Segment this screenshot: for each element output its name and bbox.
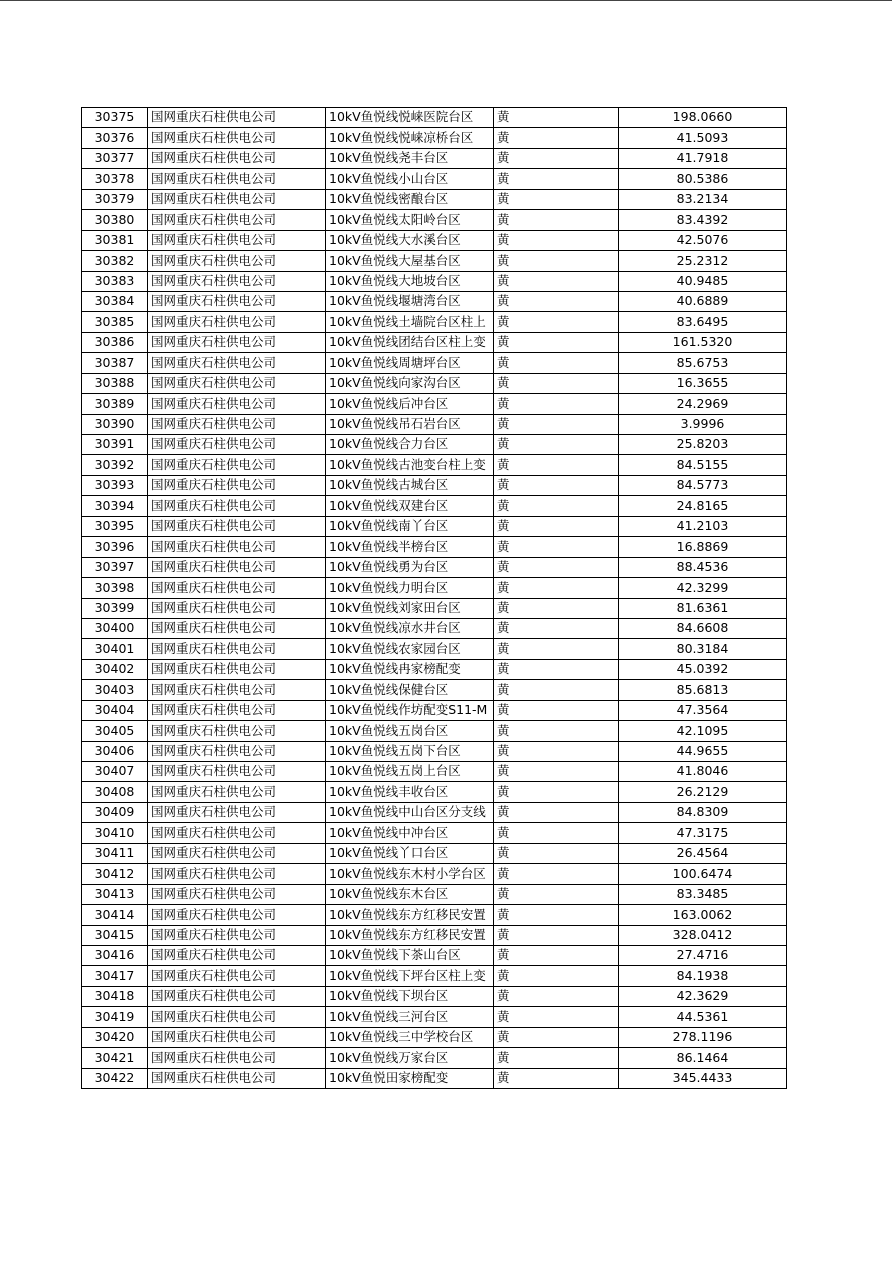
cell-color: 黄 [494, 496, 619, 516]
table-row [82, 230, 787, 250]
cell-company: 国网重庆石柱供电公司 [148, 414, 326, 434]
cell-area: 10kV鱼悦线勇为台区 [326, 557, 494, 577]
cell-company: 国网重庆石柱供电公司 [148, 1007, 326, 1027]
cell-value: 27.4716 [619, 945, 787, 965]
cell-area: 10kV鱼悦线后冲台区 [326, 394, 494, 414]
table-row [82, 700, 787, 720]
cell-id: 30409 [82, 802, 148, 822]
cell-id: 30383 [82, 271, 148, 291]
cell-id: 30376 [82, 128, 148, 148]
cell-color: 黄 [494, 353, 619, 373]
table-row [82, 762, 787, 782]
cell-value: 42.3629 [619, 986, 787, 1006]
cell-color: 黄 [494, 659, 619, 679]
cell-area: 10kV鱼悦线三中学校台区 [326, 1027, 494, 1047]
cell-area: 10kV鱼悦线小山台区 [326, 169, 494, 189]
cell-color: 黄 [494, 700, 619, 720]
table-row [82, 966, 787, 986]
cell-area: 10kV鱼悦线作坊配变S11-M [326, 700, 494, 720]
cell-area: 10kV鱼悦线吊石岩台区 [326, 414, 494, 434]
cell-value: 24.8165 [619, 496, 787, 516]
cell-company: 国网重庆石柱供电公司 [148, 455, 326, 475]
cell-company: 国网重庆石柱供电公司 [148, 700, 326, 720]
cell-value: 83.4392 [619, 210, 787, 230]
cell-id: 30386 [82, 332, 148, 352]
cell-area: 10kV鱼悦线土墙院台区柱上 [326, 312, 494, 332]
cell-color: 黄 [494, 762, 619, 782]
cell-color: 黄 [494, 210, 619, 230]
table-row [82, 598, 787, 618]
cell-id: 30387 [82, 353, 148, 373]
cell-id: 30377 [82, 148, 148, 168]
cell-area: 10kV鱼悦线向家沟台区 [326, 373, 494, 393]
cell-area: 10kV鱼悦线中山台区分支线 [326, 802, 494, 822]
cell-area: 10kV鱼悦线古城台区 [326, 475, 494, 495]
cell-company: 国网重庆石柱供电公司 [148, 864, 326, 884]
cell-value: 161.5320 [619, 332, 787, 352]
cell-company: 国网重庆石柱供电公司 [148, 966, 326, 986]
table-row [82, 394, 787, 414]
cell-value: 85.6753 [619, 353, 787, 373]
table-row [82, 455, 787, 475]
cell-area: 10kV鱼悦线东木台区 [326, 884, 494, 904]
cell-id: 30399 [82, 598, 148, 618]
cell-company: 国网重庆石柱供电公司 [148, 905, 326, 925]
cell-color: 黄 [494, 516, 619, 536]
cell-color: 黄 [494, 128, 619, 148]
cell-area: 10kV鱼悦线五岗台区 [326, 721, 494, 741]
cell-value: 44.5361 [619, 1007, 787, 1027]
page-top-border [0, 0, 892, 1]
cell-id: 30400 [82, 618, 148, 638]
table-row [82, 680, 787, 700]
cell-id: 30414 [82, 905, 148, 925]
table-row [82, 1027, 787, 1047]
cell-company: 国网重庆石柱供电公司 [148, 332, 326, 352]
table-row [82, 1048, 787, 1068]
table-row [82, 557, 787, 577]
cell-value: 84.5155 [619, 455, 787, 475]
cell-area: 10kV鱼悦线双建台区 [326, 496, 494, 516]
cell-value: 81.6361 [619, 598, 787, 618]
cell-company: 国网重庆石柱供电公司 [148, 128, 326, 148]
cell-value: 198.0660 [619, 108, 787, 128]
cell-color: 黄 [494, 884, 619, 904]
cell-company: 国网重庆石柱供电公司 [148, 108, 326, 128]
cell-color: 黄 [494, 823, 619, 843]
cell-id: 30396 [82, 537, 148, 557]
cell-area: 10kV鱼悦线合力台区 [326, 435, 494, 455]
cell-area: 10kV鱼悦线刘家田台区 [326, 598, 494, 618]
cell-area: 10kV鱼悦线南丫台区 [326, 516, 494, 536]
cell-id: 30389 [82, 394, 148, 414]
cell-company: 国网重庆石柱供电公司 [148, 435, 326, 455]
cell-color: 黄 [494, 843, 619, 863]
table-row [82, 639, 787, 659]
cell-area: 10kV鱼悦线五岗下台区 [326, 741, 494, 761]
cell-area: 10kV鱼悦线东木村小学台区 [326, 864, 494, 884]
cell-color: 黄 [494, 741, 619, 761]
cell-area: 10kV鱼悦线万家台区 [326, 1048, 494, 1068]
table-row [82, 925, 787, 945]
cell-value: 42.5076 [619, 230, 787, 250]
table-row [82, 721, 787, 741]
cell-company: 国网重庆石柱供电公司 [148, 578, 326, 598]
cell-color: 黄 [494, 435, 619, 455]
cell-company: 国网重庆石柱供电公司 [148, 823, 326, 843]
cell-company: 国网重庆石柱供电公司 [148, 762, 326, 782]
cell-color: 黄 [494, 312, 619, 332]
cell-color: 黄 [494, 455, 619, 475]
cell-color: 黄 [494, 108, 619, 128]
cell-color: 黄 [494, 557, 619, 577]
cell-company: 国网重庆石柱供电公司 [148, 639, 326, 659]
cell-area: 10kV鱼悦线悦崃医院台区 [326, 108, 494, 128]
cell-area: 10kV鱼悦线凉水井台区 [326, 618, 494, 638]
cell-company: 国网重庆石柱供电公司 [148, 496, 326, 516]
cell-value: 45.0392 [619, 659, 787, 679]
cell-color: 黄 [494, 598, 619, 618]
cell-value: 24.2969 [619, 394, 787, 414]
table-row [82, 312, 787, 332]
cell-area: 10kV鱼悦线尧丰台区 [326, 148, 494, 168]
cell-id: 30393 [82, 475, 148, 495]
table-row [82, 516, 787, 536]
cell-value: 278.1196 [619, 1027, 787, 1047]
cell-id: 30420 [82, 1027, 148, 1047]
table-row [82, 210, 787, 230]
cell-value: 41.8046 [619, 762, 787, 782]
cell-id: 30381 [82, 230, 148, 250]
cell-company: 国网重庆石柱供电公司 [148, 721, 326, 741]
cell-color: 黄 [494, 966, 619, 986]
cell-area: 10kV鱼悦线团结台区柱上变 [326, 332, 494, 352]
cell-id: 30422 [82, 1068, 148, 1088]
cell-value: 84.8309 [619, 802, 787, 822]
cell-value: 80.5386 [619, 169, 787, 189]
cell-company: 国网重庆石柱供电公司 [148, 148, 326, 168]
cell-value: 84.1938 [619, 966, 787, 986]
cell-value: 83.6495 [619, 312, 787, 332]
table-row [82, 1007, 787, 1027]
cell-company: 国网重庆石柱供电公司 [148, 782, 326, 802]
cell-value: 86.1464 [619, 1048, 787, 1068]
table-row [82, 578, 787, 598]
cell-value: 40.6889 [619, 291, 787, 311]
cell-value: 26.4564 [619, 843, 787, 863]
cell-id: 30380 [82, 210, 148, 230]
cell-company: 国网重庆石柱供电公司 [148, 1048, 326, 1068]
cell-id: 30375 [82, 108, 148, 128]
table-row [82, 986, 787, 1006]
cell-id: 30391 [82, 435, 148, 455]
cell-id: 30397 [82, 557, 148, 577]
cell-color: 黄 [494, 1027, 619, 1047]
cell-color: 黄 [494, 905, 619, 925]
cell-value: 42.3299 [619, 578, 787, 598]
cell-value: 84.5773 [619, 475, 787, 495]
table-row [82, 618, 787, 638]
cell-company: 国网重庆石柱供电公司 [148, 291, 326, 311]
cell-value: 16.3655 [619, 373, 787, 393]
cell-id: 30398 [82, 578, 148, 598]
cell-company: 国网重庆石柱供电公司 [148, 169, 326, 189]
cell-area: 10kV鱼悦线东方红移民安置 [326, 925, 494, 945]
cell-area: 10kV鱼悦线古池变台柱上变 [326, 455, 494, 475]
cell-area: 10kV鱼悦线农家园台区 [326, 639, 494, 659]
cell-value: 42.1095 [619, 721, 787, 741]
cell-color: 黄 [494, 414, 619, 434]
table-row [82, 373, 787, 393]
cell-id: 30405 [82, 721, 148, 741]
cell-company: 国网重庆石柱供电公司 [148, 394, 326, 414]
cell-value: 328.0412 [619, 925, 787, 945]
cell-value: 44.9655 [619, 741, 787, 761]
cell-color: 黄 [494, 537, 619, 557]
cell-color: 黄 [494, 189, 619, 209]
table-row [82, 189, 787, 209]
cell-color: 黄 [494, 945, 619, 965]
cell-color: 黄 [494, 332, 619, 352]
table-row [82, 353, 787, 373]
cell-company: 国网重庆石柱供电公司 [148, 843, 326, 863]
cell-area: 10kV鱼悦线悦崃凉桥台区 [326, 128, 494, 148]
cell-color: 黄 [494, 148, 619, 168]
cell-value: 47.3564 [619, 700, 787, 720]
cell-value: 3.9996 [619, 414, 787, 434]
cell-company: 国网重庆石柱供电公司 [148, 353, 326, 373]
cell-area: 10kV鱼悦线周塘坪台区 [326, 353, 494, 373]
cell-id: 30382 [82, 251, 148, 271]
cell-company: 国网重庆石柱供电公司 [148, 925, 326, 945]
table-row [82, 414, 787, 434]
table-row [82, 496, 787, 516]
cell-area: 10kV鱼悦线大水溪台区 [326, 230, 494, 250]
cell-color: 黄 [494, 394, 619, 414]
cell-id: 30378 [82, 169, 148, 189]
cell-area: 10kV鱼悦线丫口台区 [326, 843, 494, 863]
table-row [82, 537, 787, 557]
cell-id: 30395 [82, 516, 148, 536]
cell-value: 83.2134 [619, 189, 787, 209]
table-row [82, 905, 787, 925]
table-row [82, 843, 787, 863]
cell-area: 10kV鱼悦线下坝台区 [326, 986, 494, 1006]
cell-area: 10kV鱼悦线三河台区 [326, 1007, 494, 1027]
cell-area: 10kV鱼悦线下坪台区柱上变 [326, 966, 494, 986]
cell-company: 国网重庆石柱供电公司 [148, 680, 326, 700]
cell-value: 41.5093 [619, 128, 787, 148]
cell-value: 41.7918 [619, 148, 787, 168]
cell-area: 10kV鱼悦线下茶山台区 [326, 945, 494, 965]
table-row [82, 1068, 787, 1088]
cell-company: 国网重庆石柱供电公司 [148, 741, 326, 761]
table-row [82, 291, 787, 311]
cell-id: 30411 [82, 843, 148, 863]
cell-area: 10kV鱼悦线半榜台区 [326, 537, 494, 557]
cell-color: 黄 [494, 230, 619, 250]
cell-area: 10kV鱼悦线太阳岭台区 [326, 210, 494, 230]
cell-company: 国网重庆石柱供电公司 [148, 230, 326, 250]
cell-color: 黄 [494, 578, 619, 598]
cell-company: 国网重庆石柱供电公司 [148, 1068, 326, 1088]
table-row [82, 169, 787, 189]
cell-id: 30394 [82, 496, 148, 516]
table-row [82, 741, 787, 761]
table-row [82, 108, 787, 128]
cell-id: 30403 [82, 680, 148, 700]
cell-area: 10kV鱼悦线力明台区 [326, 578, 494, 598]
cell-value: 83.3485 [619, 884, 787, 904]
data-table [81, 107, 787, 1089]
cell-company: 国网重庆石柱供电公司 [148, 986, 326, 1006]
cell-color: 黄 [494, 291, 619, 311]
cell-id: 30390 [82, 414, 148, 434]
cell-company: 国网重庆石柱供电公司 [148, 251, 326, 271]
cell-area: 10kV鱼悦线大屋基台区 [326, 251, 494, 271]
cell-color: 黄 [494, 802, 619, 822]
cell-color: 黄 [494, 271, 619, 291]
cell-area: 10kV鱼悦线密酿台区 [326, 189, 494, 209]
cell-id: 30413 [82, 884, 148, 904]
table-row [82, 659, 787, 679]
cell-id: 30421 [82, 1048, 148, 1068]
table-row [82, 332, 787, 352]
cell-value: 41.2103 [619, 516, 787, 536]
cell-color: 黄 [494, 251, 619, 271]
cell-area: 10kV鱼悦线丰收台区 [326, 782, 494, 802]
table-row [82, 864, 787, 884]
cell-value: 47.3175 [619, 823, 787, 843]
cell-id: 30410 [82, 823, 148, 843]
cell-color: 黄 [494, 618, 619, 638]
table-row [82, 128, 787, 148]
cell-value: 16.8869 [619, 537, 787, 557]
cell-id: 30417 [82, 966, 148, 986]
cell-value: 25.8203 [619, 435, 787, 455]
cell-value: 40.9485 [619, 271, 787, 291]
cell-color: 黄 [494, 1048, 619, 1068]
cell-company: 国网重庆石柱供电公司 [148, 945, 326, 965]
table-row [82, 802, 787, 822]
cell-id: 30412 [82, 864, 148, 884]
cell-company: 国网重庆石柱供电公司 [148, 516, 326, 536]
cell-area: 10kV鱼悦线大地坡台区 [326, 271, 494, 291]
cell-color: 黄 [494, 373, 619, 393]
table-row [82, 271, 787, 291]
cell-id: 30388 [82, 373, 148, 393]
cell-id: 30416 [82, 945, 148, 965]
cell-value: 25.2312 [619, 251, 787, 271]
cell-company: 国网重庆石柱供电公司 [148, 1027, 326, 1047]
cell-area: 10kV鱼悦田家榜配变 [326, 1068, 494, 1088]
cell-id: 30379 [82, 189, 148, 209]
cell-color: 黄 [494, 782, 619, 802]
cell-company: 国网重庆石柱供电公司 [148, 598, 326, 618]
cell-id: 30392 [82, 455, 148, 475]
cell-id: 30385 [82, 312, 148, 332]
cell-id: 30406 [82, 741, 148, 761]
cell-company: 国网重庆石柱供电公司 [148, 659, 326, 679]
cell-area: 10kV鱼悦线五岗上台区 [326, 762, 494, 782]
cell-value: 163.0062 [619, 905, 787, 925]
cell-color: 黄 [494, 925, 619, 945]
cell-company: 国网重庆石柱供电公司 [148, 557, 326, 577]
cell-id: 30401 [82, 639, 148, 659]
cell-color: 黄 [494, 864, 619, 884]
cell-value: 84.6608 [619, 618, 787, 638]
cell-id: 30404 [82, 700, 148, 720]
cell-company: 国网重庆石柱供电公司 [148, 312, 326, 332]
cell-color: 黄 [494, 721, 619, 741]
cell-area: 10kV鱼悦线保健台区 [326, 680, 494, 700]
cell-id: 30384 [82, 291, 148, 311]
cell-company: 国网重庆石柱供电公司 [148, 884, 326, 904]
cell-color: 黄 [494, 986, 619, 1006]
cell-area: 10kV鱼悦线中冲台区 [326, 823, 494, 843]
table-row [82, 475, 787, 495]
cell-area: 10kV鱼悦线东方红移民安置 [326, 905, 494, 925]
cell-id: 30419 [82, 1007, 148, 1027]
cell-value: 80.3184 [619, 639, 787, 659]
cell-company: 国网重庆石柱供电公司 [148, 189, 326, 209]
table-row [82, 884, 787, 904]
cell-id: 30418 [82, 986, 148, 1006]
cell-company: 国网重庆石柱供电公司 [148, 373, 326, 393]
cell-id: 30402 [82, 659, 148, 679]
cell-color: 黄 [494, 680, 619, 700]
table-row [82, 945, 787, 965]
cell-company: 国网重庆石柱供电公司 [148, 537, 326, 557]
cell-company: 国网重庆石柱供电公司 [148, 802, 326, 822]
cell-color: 黄 [494, 1007, 619, 1027]
cell-value: 85.6813 [619, 680, 787, 700]
table-body [82, 108, 787, 1089]
table-row [82, 782, 787, 802]
cell-color: 黄 [494, 475, 619, 495]
cell-company: 国网重庆石柱供电公司 [148, 475, 326, 495]
cell-id: 30408 [82, 782, 148, 802]
cell-company: 国网重庆石柱供电公司 [148, 210, 326, 230]
cell-area: 10kV鱼悦线堰塘湾台区 [326, 291, 494, 311]
cell-color: 黄 [494, 1068, 619, 1088]
cell-value: 100.6474 [619, 864, 787, 884]
cell-company: 国网重庆石柱供电公司 [148, 618, 326, 638]
table-row [82, 148, 787, 168]
cell-color: 黄 [494, 639, 619, 659]
cell-id: 30415 [82, 925, 148, 945]
cell-value: 88.4536 [619, 557, 787, 577]
cell-company: 国网重庆石柱供电公司 [148, 271, 326, 291]
cell-color: 黄 [494, 169, 619, 189]
table-row [82, 435, 787, 455]
cell-value: 26.2129 [619, 782, 787, 802]
table-row [82, 823, 787, 843]
cell-id: 30407 [82, 762, 148, 782]
table-row [82, 251, 787, 271]
cell-value: 345.4433 [619, 1068, 787, 1088]
cell-area: 10kV鱼悦线冉家榜配变 [326, 659, 494, 679]
